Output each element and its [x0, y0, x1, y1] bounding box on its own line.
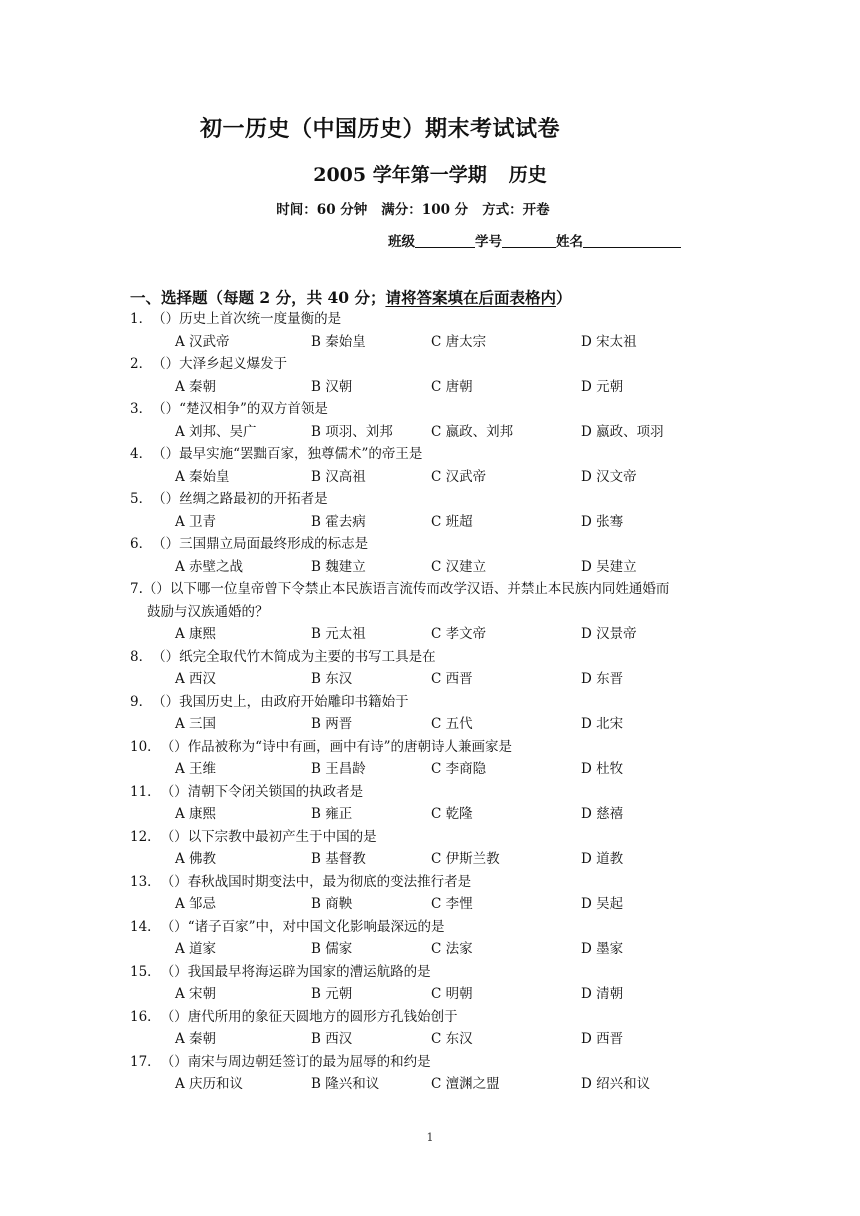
- option-b: B 秦始皇: [311, 333, 366, 350]
- question-stem-line: [130, 736, 740, 759]
- option-a: A 秦始皇: [175, 468, 230, 485]
- option-row: [130, 848, 740, 871]
- option-c: C 嬴政、刘邦: [431, 423, 514, 440]
- option-b: B 项羽、刘邦: [311, 423, 393, 440]
- question-number: 2．: [130, 356, 153, 372]
- option-c: C 李悝: [431, 896, 473, 912]
- option-row: [130, 331, 740, 354]
- option-c: C 东汉: [431, 1031, 473, 1047]
- option-b: B 雍正: [311, 806, 353, 822]
- question-item: [130, 308, 740, 353]
- question-item: [130, 781, 740, 826]
- section-heading-instruction: 请将答案填在后面表格内: [385, 288, 556, 307]
- question-stem-line: [130, 691, 740, 714]
- question-stem-line: [130, 533, 740, 556]
- question-stem-line: [130, 646, 740, 669]
- option-d: D 绍兴和议: [581, 1076, 651, 1092]
- question-number: 4．: [130, 446, 153, 462]
- question-number: 3．: [130, 401, 153, 417]
- option-row: [130, 556, 740, 579]
- question-item: [130, 646, 740, 691]
- option-b: B 王昌龄: [311, 761, 366, 777]
- answer-paren[interactable]: （）: [152, 401, 180, 417]
- option-c: C 法家: [431, 941, 473, 957]
- question-item: [130, 488, 740, 533]
- question-number: 15．: [130, 963, 161, 980]
- option-row: [130, 893, 740, 916]
- question-stem: 三国鼎立局面最终形成的标志是: [179, 536, 369, 552]
- question-stem: “诸子百家”中，对中国文化影响最深远的是: [187, 918, 445, 935]
- question-stem: 我国最早将海运辟为国家的漕运航路的是: [187, 963, 431, 980]
- option-a: A 道家: [175, 941, 217, 957]
- question-item: [130, 961, 740, 1006]
- option-a: A 刘邦、吴广: [175, 423, 257, 440]
- option-b: B 隆兴和议: [311, 1076, 380, 1092]
- answer-paren[interactable]: （）: [160, 873, 188, 890]
- student-id-blank[interactable]: [502, 233, 556, 248]
- score-label: 满分：100 分: [381, 202, 469, 218]
- option-b: B 两晋: [311, 716, 353, 732]
- option-a: A 王维: [175, 761, 217, 777]
- question-stem: 以下哪一位皇帝曾下令禁止本民族语言流传而改学汉语、并禁止本民族内同姓通婚而: [169, 581, 670, 597]
- option-row: [130, 938, 740, 961]
- page-number: 1: [426, 1131, 434, 1144]
- question-item: [130, 691, 740, 736]
- question-stem: 纸完全取代竹木简成为主要的书写工具是在: [179, 648, 436, 665]
- question-item: [130, 443, 740, 488]
- option-d: D 墨家: [581, 941, 624, 957]
- option-c: C 唐太宗: [431, 333, 487, 350]
- option-d: D 杜牧: [581, 761, 624, 777]
- option-b: B 西汉: [311, 1031, 353, 1047]
- question-number: 17．: [130, 1053, 161, 1070]
- option-row: [130, 803, 740, 826]
- question-number: 12．: [130, 828, 161, 845]
- question-number: 13．: [130, 873, 161, 890]
- answer-paren[interactable]: （）: [152, 356, 180, 372]
- question-stem: 作品被称为“诗中有画，画中有诗”的唐朝诗人兼画家是: [187, 738, 512, 755]
- answer-paren[interactable]: （）: [160, 918, 188, 935]
- section-heading: [130, 286, 571, 308]
- option-c: C 澶渊之盟: [431, 1076, 500, 1092]
- question-stem-line: [130, 916, 740, 939]
- question-stem: 春秋战国时期变法中，最为彻底的变法推行者是: [187, 873, 472, 890]
- exam-meta: [0, 198, 826, 218]
- question-number: 1．: [130, 311, 153, 327]
- question-number: 16．: [130, 1008, 161, 1025]
- option-c: C 西晋: [431, 671, 473, 687]
- option-b: B 元太祖: [311, 626, 366, 642]
- question-item: [130, 916, 740, 961]
- question-stem-line: [130, 871, 740, 894]
- question-stem: 以下宗教中最初产生于中国的是: [187, 828, 377, 845]
- question-stem: “楚汉相争”的双方首领是: [179, 401, 328, 417]
- option-b: B 魏建立: [311, 558, 366, 575]
- question-stem-line: [130, 1006, 740, 1029]
- option-a: A 康熙: [175, 806, 217, 822]
- option-b: B 汉高祖: [311, 468, 366, 485]
- option-b: B 基督教: [311, 851, 366, 867]
- answer-paren[interactable]: （）: [160, 783, 188, 800]
- question-item: [130, 578, 740, 646]
- question-number: 11．: [130, 783, 161, 800]
- question-stem-line: [130, 443, 740, 466]
- section-heading-end: ）: [555, 288, 572, 307]
- question-number: 6．: [130, 536, 153, 552]
- option-row: [130, 421, 740, 444]
- option-c: C 乾隆: [431, 806, 473, 822]
- class-blank[interactable]: [415, 233, 475, 248]
- option-row: [130, 983, 740, 1006]
- question-stem-line: [130, 826, 740, 849]
- section-heading-main: 一、选择题（每题 2 分，共 40 分；: [130, 288, 386, 307]
- option-row: [130, 713, 740, 736]
- answer-paren[interactable]: （）: [160, 738, 188, 755]
- option-d: D 汉文帝: [581, 468, 637, 485]
- mode-label: 方式：开卷: [482, 202, 550, 218]
- question-stem-continued: 鼓励与汉族通婚的？: [147, 603, 269, 620]
- question-stem: 历史上首次统一度量衡的是: [179, 311, 342, 327]
- question-stem-line: [130, 488, 740, 511]
- option-c: C 明朝: [431, 986, 473, 1002]
- option-d: D 嬴政、项羽: [581, 423, 664, 440]
- question-number: 7.: [130, 581, 143, 597]
- question-number: 9．: [130, 693, 153, 710]
- option-b: B 商鞅: [311, 896, 353, 912]
- option-d: D 汉景帝: [581, 626, 637, 642]
- student-id-label: 学号: [475, 234, 502, 250]
- question-stem: 唐代所用的象征天圆地方的圆形方孔钱始创于: [187, 1008, 458, 1025]
- option-d: D 北宋: [581, 716, 624, 732]
- answer-paren[interactable]: （）: [160, 1053, 188, 1070]
- option-a: A 宋朝: [175, 986, 217, 1002]
- student-info-row: [388, 230, 681, 250]
- option-a: A 康熙: [175, 626, 217, 642]
- name-label: 姓名: [556, 234, 583, 250]
- option-a: A 三国: [175, 716, 217, 732]
- option-a: A 邹忌: [175, 896, 217, 912]
- option-d: D 宋太祖: [581, 333, 637, 350]
- exam-title: 初一历史（中国历史）期末考试试卷: [200, 116, 561, 142]
- option-a: A 秦朝: [175, 1031, 217, 1047]
- option-a: A 佛教: [175, 851, 217, 867]
- question-item: [130, 1051, 740, 1096]
- answer-paren[interactable]: （）: [152, 648, 180, 665]
- answer-paren[interactable]: （）: [160, 1008, 188, 1025]
- option-row: [130, 758, 740, 781]
- answer-paren[interactable]: （）: [160, 963, 188, 980]
- question-stem: 大泽乡起义爆发于: [179, 356, 288, 372]
- question-stem: 我国历史上，由政府开始雕印书籍始于: [179, 693, 409, 710]
- question-number: 10．: [130, 738, 161, 755]
- option-c: C 汉武帝: [431, 468, 487, 485]
- question-stem-line: [130, 353, 740, 376]
- question-number: 8．: [130, 648, 153, 665]
- question-stem-line: [130, 961, 740, 984]
- subject-label: 历史: [508, 164, 547, 186]
- question-item: [130, 1006, 740, 1051]
- question-stem: 南宋与周边朝廷签订的最为屈辱的和约是: [187, 1053, 431, 1070]
- option-row: [130, 376, 740, 399]
- answer-paren[interactable]: （）: [152, 536, 180, 552]
- answer-paren[interactable]: （）: [152, 693, 180, 710]
- answer-paren[interactable]: （）: [160, 828, 188, 845]
- question-stem-line: [130, 308, 740, 331]
- question-number: 5．: [130, 491, 153, 507]
- option-b: B 霍去病: [311, 513, 366, 530]
- option-a: A 庆历和议: [175, 1076, 244, 1092]
- option-c: C 五代: [431, 716, 473, 732]
- option-d: D 道教: [581, 851, 624, 867]
- option-c: C 汉建立: [431, 558, 487, 575]
- option-c: C 李商隐: [431, 761, 487, 777]
- question-stem-line: [130, 1051, 740, 1074]
- question-number: 14．: [130, 918, 161, 935]
- class-label: 班级: [388, 234, 415, 250]
- option-c: C 班超: [431, 513, 473, 530]
- option-a: A 秦朝: [175, 378, 217, 395]
- question-item: [130, 533, 740, 578]
- option-a: A 赤壁之战: [175, 558, 244, 575]
- question-item: [130, 826, 740, 871]
- option-c: C 伊斯兰教: [431, 851, 500, 867]
- option-a: A 西汉: [175, 671, 217, 687]
- exam-subtitle: [0, 160, 860, 187]
- question-stem: 清朝下令闭关锁国的执政者是: [187, 783, 364, 800]
- option-d: D 西晋: [581, 1031, 624, 1047]
- option-c: C 唐朝: [431, 378, 473, 395]
- option-b: B 汉朝: [311, 378, 353, 395]
- option-row: [130, 623, 740, 646]
- option-row: [130, 668, 740, 691]
- time-label: 时间：60 分钟: [276, 202, 368, 218]
- question-stem: 最早实施“罢黜百家，独尊儒术”的帝王是: [179, 446, 423, 462]
- option-row: [130, 1028, 740, 1051]
- question-stem-line: [130, 398, 740, 421]
- question-list: [130, 308, 740, 1096]
- answer-paren[interactable]: （）: [152, 446, 180, 462]
- option-a: A 汉武帝: [175, 333, 230, 350]
- answer-paren[interactable]: （）: [152, 491, 180, 507]
- question-stem-line: [130, 578, 740, 601]
- question-item: [130, 736, 740, 781]
- option-b: B 儒家: [311, 941, 353, 957]
- option-d: D 吴建立: [581, 558, 637, 575]
- option-a: A 卫青: [175, 513, 217, 530]
- option-row: [130, 466, 740, 489]
- option-d: D 吴起: [581, 896, 624, 912]
- option-row: [130, 1073, 740, 1096]
- option-b: B 东汉: [311, 671, 353, 687]
- option-d: D 元朝: [581, 378, 624, 395]
- option-d: D 慈禧: [581, 806, 624, 822]
- question-item: [130, 871, 740, 916]
- option-d: D 清朝: [581, 986, 624, 1002]
- term-label: 2005 学年第一学期: [313, 164, 487, 186]
- option-row: [130, 511, 740, 534]
- option-d: D 张骞: [581, 513, 624, 530]
- answer-paren[interactable]: （）: [142, 581, 170, 597]
- option-d: D 东晋: [581, 671, 624, 687]
- question-stem: 丝绸之路最初的开拓者是: [179, 491, 328, 507]
- question-item: [130, 398, 740, 443]
- name-blank[interactable]: [583, 233, 681, 248]
- question-stem-line: [130, 781, 740, 804]
- option-c: C 孝文帝: [431, 626, 487, 642]
- option-b: B 元朝: [311, 986, 353, 1002]
- answer-paren[interactable]: （）: [152, 311, 180, 327]
- question-item: [130, 353, 740, 398]
